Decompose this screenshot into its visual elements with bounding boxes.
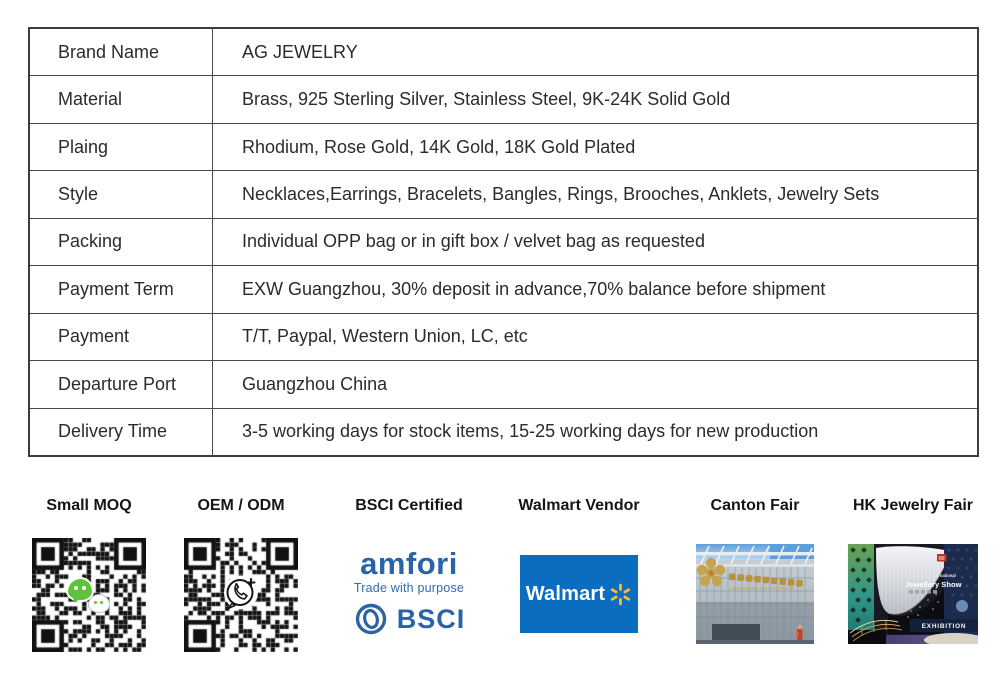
spec-value: Guangzhou China bbox=[242, 373, 388, 394]
badge-label: Canton Fair bbox=[710, 497, 800, 514]
spec-value-cell bbox=[213, 314, 977, 360]
walmart-logo bbox=[520, 555, 638, 633]
bsci-wordmark: BSCI bbox=[396, 603, 466, 634]
table-row bbox=[30, 313, 977, 360]
amfori-wordmark: amfori bbox=[360, 546, 458, 581]
table-row bbox=[30, 123, 977, 170]
spec-value: Brass, 925 Sterling Silver, Stainless Steel, 9K-24K Solid Gold bbox=[242, 89, 731, 110]
walmart-wordmark: Walmart bbox=[525, 582, 606, 605]
table-row bbox=[30, 218, 977, 265]
badge-oem-odm bbox=[171, 497, 311, 652]
spec-label: Delivery Time bbox=[58, 421, 168, 442]
canton-fair-photo bbox=[696, 544, 814, 644]
spec-value-cell bbox=[213, 219, 977, 265]
wechat-qr-code bbox=[32, 538, 146, 652]
spec-value-cell bbox=[213, 124, 977, 170]
canton-sign-text: CHINA IMPORT AND EXPORT FAIR bbox=[730, 586, 795, 591]
spec-value-cell bbox=[213, 409, 977, 455]
spec-label-cell bbox=[30, 314, 213, 360]
table-row bbox=[30, 170, 977, 217]
spec-value-cell bbox=[213, 76, 977, 122]
table-row bbox=[30, 29, 977, 75]
spec-value-cell bbox=[213, 361, 977, 407]
bsci-spiral-icon bbox=[353, 601, 389, 637]
badge-small-moq bbox=[19, 497, 159, 652]
spec-label-cell bbox=[30, 266, 213, 312]
spec-label: Packing bbox=[58, 231, 123, 252]
spec-label: Departure Port bbox=[58, 373, 177, 394]
spec-value: Individual OPP bag or in gift box / velvet bag as requested bbox=[242, 231, 705, 252]
spec-label: Payment bbox=[58, 326, 130, 347]
spec-label-cell bbox=[30, 29, 213, 75]
spec-label: Plaing bbox=[58, 136, 109, 157]
product-spec-table bbox=[28, 27, 979, 457]
spec-value: 3-5 working days for stock items, 15-25 working days for new production bbox=[242, 421, 819, 442]
spec-label-cell bbox=[30, 219, 213, 265]
spec-value: AG JEWELRY bbox=[242, 41, 358, 62]
spec-value: Necklaces,Earrings, Bracelets, Bangles, Rings, Brooches, Anklets, Jewelry Sets bbox=[242, 184, 880, 205]
wechat-bubble-white bbox=[88, 594, 110, 613]
whatsapp-phone-icon bbox=[222, 574, 260, 617]
badge-bsci-certified bbox=[343, 497, 475, 637]
whatsapp-qr-code bbox=[184, 538, 298, 652]
badge-walmart-vendor bbox=[513, 497, 645, 633]
hk-jewelry-show-photo bbox=[848, 544, 978, 644]
hk-red-logo bbox=[937, 554, 947, 562]
spec-value: EXW Guangzhou, 30% deposit in advance,70% balance before shipment bbox=[242, 278, 826, 299]
table-row bbox=[30, 408, 977, 455]
hk-exhibition-text: EXHIBITION bbox=[921, 623, 967, 630]
spec-label: Brand Name bbox=[58, 41, 160, 62]
spec-label: Material bbox=[58, 89, 123, 110]
badge-label: BSCI Certified bbox=[355, 497, 463, 514]
spec-label: Style bbox=[58, 184, 99, 205]
spec-value-cell bbox=[213, 171, 977, 217]
wechat-icon bbox=[65, 576, 113, 614]
badge-label: Small MOQ bbox=[46, 497, 132, 514]
walmart-spark-icon bbox=[609, 583, 632, 606]
hk-show-line1: Hong Kong International bbox=[907, 573, 956, 578]
spec-label-cell bbox=[30, 171, 213, 217]
table-row bbox=[30, 265, 977, 312]
spec-value: Rhodium, Rose Gold, 14K Gold, 18K Gold Plated bbox=[242, 136, 636, 157]
badge-hk-jewelry-fair bbox=[846, 497, 980, 644]
hk-blue-swirl bbox=[956, 600, 968, 612]
badge-label: OEM / ODM bbox=[197, 497, 285, 514]
spec-label-cell bbox=[30, 361, 213, 407]
spec-value-cell bbox=[213, 29, 977, 75]
spec-label-cell bbox=[30, 124, 213, 170]
spec-label-cell bbox=[30, 76, 213, 122]
spec-label: Payment Term bbox=[58, 278, 174, 299]
amfori-tagline: Trade with purpose bbox=[353, 581, 465, 595]
spec-value-cell bbox=[213, 266, 977, 312]
table-row bbox=[30, 360, 977, 407]
badge-label: HK Jewelry Fair bbox=[852, 497, 974, 514]
badge-canton-fair bbox=[687, 497, 823, 644]
badge-label: Walmart Vendor bbox=[518, 497, 640, 514]
amfori-bsci-logo bbox=[353, 546, 466, 637]
table-row bbox=[30, 75, 977, 122]
spec-label-cell bbox=[30, 409, 213, 455]
hk-show-line2: Jewellery Show bbox=[905, 580, 962, 589]
spec-value: T/T, Paypal, Western Union, LC, etc bbox=[242, 326, 528, 347]
